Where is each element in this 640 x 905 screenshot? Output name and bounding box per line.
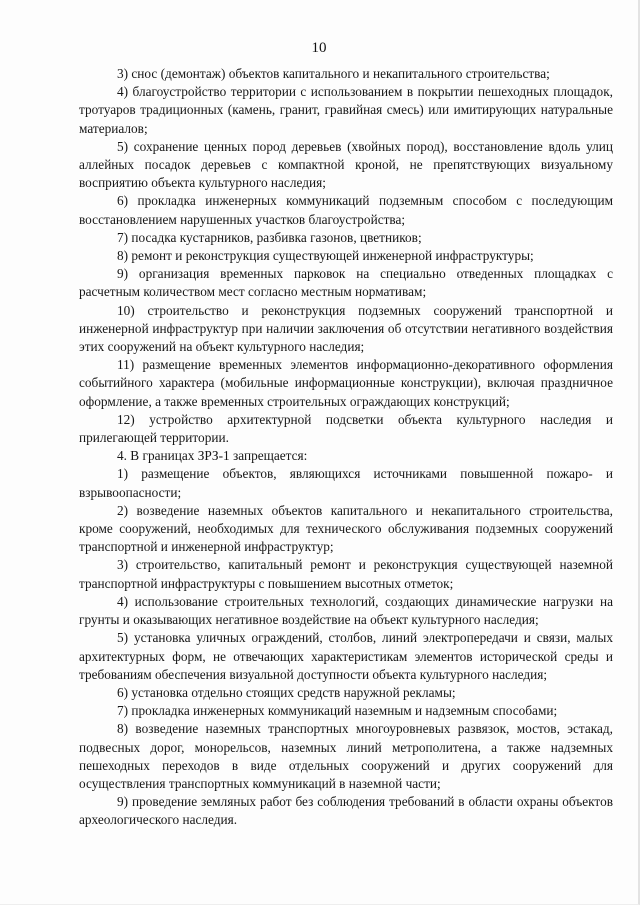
paragraph-prohibited-6: 6) установка отдельно стоящих средств наружной рекламы; — [117, 684, 456, 700]
paragraph-prohibited-5: 5) установка уличных ограждений, столбов, линий электропередачи и связи, малых архитектурных форм, не отвечающих характеристикам элементов исторической среды и требованиям обеспечения визуальной доступности объекта культурного наследия; — [79, 630, 613, 682]
document-body — [79, 65, 613, 830]
paragraph-prohibited-4: 4) использование строительных технологий, создающих динамические нагрузки на грунты и оказывающих негативное воздействие на объект культурного наследия; — [79, 593, 613, 628]
paragraph-prohibited-7: 7) прокладка инженерных коммуникаций наземным и надземным способами; — [117, 703, 558, 719]
paragraph-permitted-5: 5) сохранение ценных пород деревьев (хвойных пород), восстановление вдоль улиц аллейных посадок деревьев с компактной кроной, не препятствующих визуальному восприятию объекта культурного наследия; — [79, 138, 613, 191]
paragraph-permitted-9: 9) организация временных парковок на специально отведенных площадках с расчетным количеством мест согласно местным нормативам; — [79, 266, 613, 300]
paragraph-permitted-4: 4) благоустройство территории с использованием в покрытии пешеходных площадок, тротуаров традиционных (камень, гранит, гравийная смесь) или имитирующих натуральные материалов; — [79, 84, 613, 136]
paragraph-permitted-10: 10) строительство и реконструкция подземных сооружений транспортной и инженерной инфраструктур при наличии заключения об отсутствии негативного воздействия этих сооружений на объект культурного наследия; — [79, 302, 613, 355]
paragraph-prohibited-8: 8) возведение наземных транспортных многоуровневых развязок, мостов, эстакад, подвесных дорог, монорельсов, наземных линий метрополитена, а также надземных пешеходных переходов в виде отдельных сооружений и других сооружений для осуществления транспортных коммуникаций в наземной части; — [79, 721, 613, 791]
paragraph-permitted-6: 6) прокладка инженерных коммуникаций подземным способом с последующим восстановлением нарушенных участков благоустройства; — [79, 193, 613, 227]
paragraph-permitted-3: 3) снос (демонтаж) объектов капитального и некапитального строительства; — [117, 66, 550, 81]
paragraph-prohibited-1: 1) размещение объектов, являющихся источниками повышенной пожаро- и взрывоопасности; — [79, 466, 613, 500]
paragraph-prohibited-9: 9) проведение земляных работ без соблюдения требований в области охраны объектов археологического наследия. — [79, 794, 613, 828]
paragraph-permitted-11: 11) размещение временных элементов информационно-декоративного оформления событийного характера (мобильные информационные конструкции), включая праздничное оформление, а также временных строительных ограждающих конструкций; — [79, 357, 613, 409]
page-number: 10 — [311, 40, 327, 56]
section-heading-prohibited: 4. В границах ЗРЗ-1 запрещается: — [117, 448, 308, 464]
paragraph-permitted-12: 12) устройство архитектурной подсветки объекта культурного наследия и прилегающей территории. — [79, 411, 613, 446]
paragraph-permitted-8: 8) ремонт и реконструкция существующей инженерной инфраструктуры; — [117, 248, 534, 264]
paragraph-prohibited-3: 3) строительство, капитальный ремонт и реконструкция существующей наземной транспортной инфраструктуры с повышением высотных отметок; — [79, 557, 613, 591]
paragraph-prohibited-2: 2) возведение наземных объектов капитального и некапитального строительства, кроме сооружений, необходимых для технического обслуживания подземных сооружений транспортной и инженерной инфраструктур; — [79, 502, 613, 555]
paragraph-permitted-7: 7) посадка кустарников, разбивка газонов, цветников; — [117, 229, 422, 245]
